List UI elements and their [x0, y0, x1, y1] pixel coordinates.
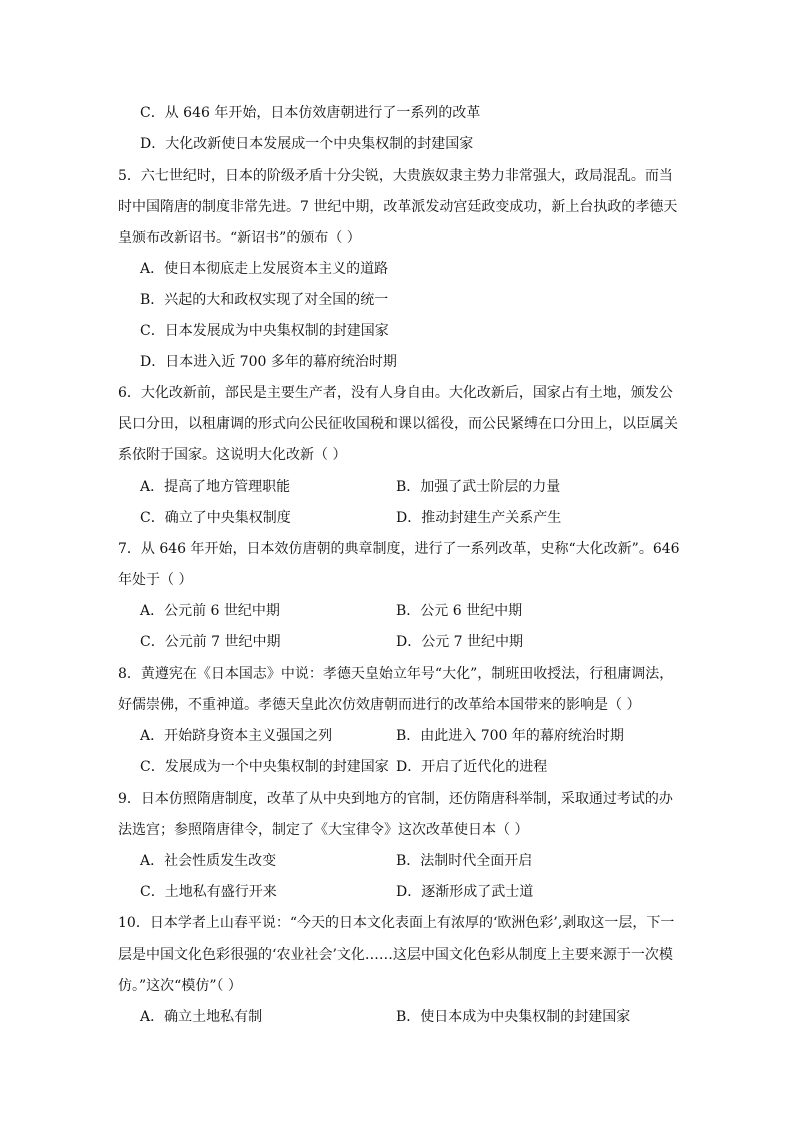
question-5-line-1: 5．六七世纪时，日本的阶级矛盾十分尖锐，大贵族奴隶主势力非常强大，政局混乱。而当 [118, 168, 673, 184]
option-d-q6: D．推动封建生产关系产生 [396, 510, 562, 526]
option-a-q5: A．使日本彻底走上发展资本主义的道路 [140, 261, 389, 277]
question-9-line-2: 法选宫；参照隋唐律令，制定了《大宝律令》这次改革使日本（ ） [118, 822, 529, 838]
question-6-line-3: 系依附于国家。这说明大化改新（ ） [118, 447, 347, 463]
question-6-line-1: 6．大化改新前，部民是主要生产者，没有人身自由。大化改新后，国家占有土地，颁发公 [118, 385, 673, 401]
option-c-q6: C．确立了中央集权制度 [140, 510, 291, 526]
question-5-line-3: 皇颁布改新诏书。“新诏书”的颁布（ ） [118, 230, 361, 246]
option-b-q7: B．公元 6 世纪中期 [396, 603, 523, 619]
option-a-q8: A．开始跻身资本主义强国之列 [140, 728, 333, 744]
question-7-line-2: 年处于（ ） [118, 572, 193, 588]
question-8-line-2: 好儒崇佛，不重神道。孝德天皇此次仿效唐朝而进行的改革给本国带来的影响是（ ） [118, 697, 641, 713]
question-10-line-2: 层是中国文化色彩很强的‘农业社会’文化……这层中国文化色彩从制度上主要来源于一次模 [118, 947, 673, 963]
option-d-q8: D．开启了近代化的进程 [396, 759, 548, 775]
question-9-line-1: 9．日本仿照隋唐制度，改革了从中央到地方的官制，还仿隋唐科举制，采取通过考试的办 [118, 791, 673, 807]
option-d-q5: D．日本进入近 700 多年的幕府统治时期 [140, 354, 397, 370]
option-d-q7: D．公元 7 世纪中期 [396, 634, 524, 650]
option-c-q5: C．日本发展成为中央集权制的封建国家 [140, 323, 389, 339]
option-b-q6: B．加强了武士阶层的力量 [396, 479, 561, 495]
option-d-q4: D．大化改新使日本发展成一个中央集权制的封建国家 [140, 136, 474, 152]
option-a-q7: A．公元前 6 世纪中期 [140, 603, 280, 619]
option-b-q9: B．法制时代全面开启 [396, 853, 533, 869]
option-c-q7: C．公元前 7 世纪中期 [140, 634, 281, 650]
question-6-line-2: 民口分田，以租庸调的形式向公民征收国税和课以徭役，而公民紧缚在口分田上，以臣属关 [118, 416, 678, 432]
question-10-line-3: 仿。”这次“模仿”（ ） [118, 978, 242, 994]
option-b-q10: B．使日本成为中央集权制的封建国家 [396, 1009, 631, 1025]
option-c-q8: C．发展成为一个中央集权制的封建国家 [140, 759, 389, 775]
option-d-q9: D．逐渐形成了武士道 [396, 884, 534, 900]
question-8-line-1: 8．黄遵宪在《日本国志》中说：孝德天皇始立年号“大化”，制班田收授法，行租庸调法， [118, 666, 674, 682]
option-b-q8: B．由此进入 700 年的幕府统治时期 [396, 728, 624, 744]
option-c-q9: C．土地私有盛行开来 [140, 884, 277, 900]
option-b-q5: B．兴起的大和政权实现了对全国的统一 [140, 292, 389, 308]
option-c-q4: C．从 646 年开始，日本仿效唐朝进行了一系列的改革 [140, 105, 481, 121]
question-10-line-1: 10．日本学者上山春平说：“今天的日本文化表面上有浓厚的‘欧洲色彩’,剥取这一层，下一 [118, 915, 675, 931]
option-a-q9: A．社会性质发生改变 [140, 853, 277, 869]
option-a-q10: A．确立土地私有制 [140, 1009, 263, 1025]
option-a-q6: A．提高了地方管理职能 [140, 479, 291, 495]
question-7-line-1: 7．从 646 年开始，日本效仿唐朝的典章制度，进行了一系列改革，史称“大化改新”。646 [118, 541, 680, 557]
question-5-line-2: 时中国隋唐的制度非常先进。7 世纪中期，改革派发动宫廷政变成功，新上台执政的孝德天 [118, 199, 678, 215]
